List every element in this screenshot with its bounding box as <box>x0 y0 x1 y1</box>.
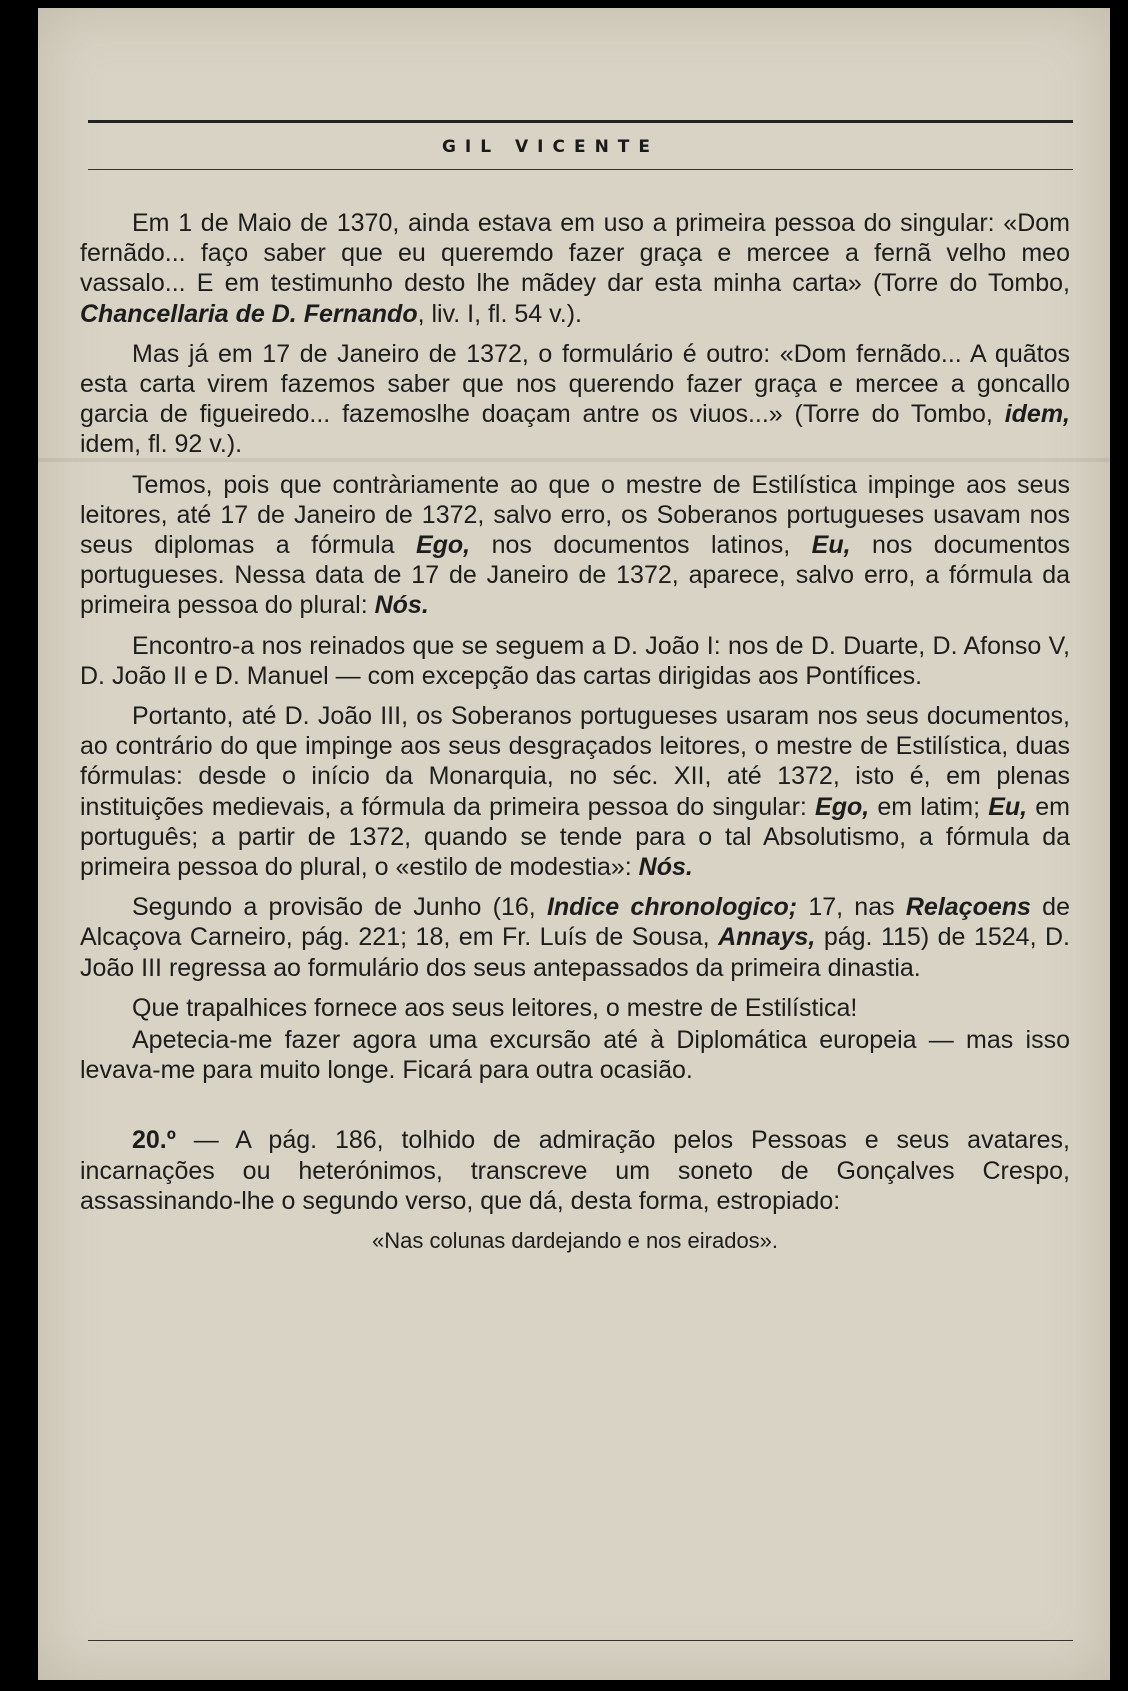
paragraph-6: Segundo a provisão de Junho (16, Indice chronologico; 17, nas Relaçoens de Alcaçova Carneiro, pág. 221; 18, em Fr. Luís de Sousa, Annays, pág. 115) de 1524, D. João III regressa ao formulário dos seus antepassados da primeira dinastia. <box>80 893 1071 982</box>
paragraph-2: Mas já em 17 de Janeiro de 1372, o formulário é outro: «Dom fernãdo... A quãtos esta carta virem fazemos saber que nos querendo fazer graça e mercee a goncallo garcia de figueiredo... fazemoslhe doaçam antre os viuos...» (Torre do Tombo, idem, idem, fl. 92 v.). <box>80 339 1070 459</box>
header-rule-bottom <box>88 169 1073 170</box>
header-rule-top <box>88 120 1073 123</box>
paragraph-7: Que trapalhices fornece aos seus leitores, o mestre de Estilística! <box>132 993 858 1022</box>
paragraph-9: 20.º — A pág. 186, tolhido de admiração pelos Pessoas e seus avatares, incarnações ou heterónimos, transcreve um soneto de Gonçalves Crespo, assassinando-lhe o segundo verso, que dá, desta forma, estropiado: <box>80 1126 1070 1215</box>
paragraph-1: Em 1 de Maio de 1370, ainda estava em uso a primeira pessoa do singular: «Dom fernãdo... faço saber que eu queremdo fazer graça e mercee a fernã velho meo vassalo... E em testimunho desto lhe mãdey dar esta minha carta» (Torre do Tombo, Chancellaria de D. Fernando, liv. I, fl. 54 v.). <box>80 209 1070 328</box>
paragraph-8: Apetecia-me fazer agora uma excursão até à Diplomática europeia — mas isso levava-me para muito longe. Ficará para outra ocasião. <box>80 1026 1070 1085</box>
paragraph-3: Temos, pois que contràriamente ao que o mestre de Estilística impinge aos seus leitores, até 17 de Janeiro de 1372, salvo erro, os Soberanos portugueses usavam nos seus diplomas a fórmula Ego, nos documentos latinos, Eu, nos documentos portugueses. Nessa data de 17 de Janeiro de 1372, aparece, salvo erro, a fórmula da primeira pessoa do plural: Nós. <box>80 470 1070 620</box>
paragraph-5: Portanto, até D. João III, os Soberanos portugueses usaram nos seus documentos, ao contrário do que impinge aos seus desgraçados leitores, o mestre de Estilística, duas fórmulas: desde o início da Monarquia, no séc. XII, até 1372, isto é, em plenas instituições medievais, a fórmula da primeira pessoa do singular: Ego, em latim; Eu, em português; a partir de 1372, quando se tende para o tal Absolutismo, a fórmula da primeira pessoa do plural, o «estilo de modestia»: Nós. <box>80 702 1070 882</box>
footer-rule <box>88 1640 1073 1641</box>
page-sheet <box>38 8 1110 1680</box>
verse-quote: «Nas colunas dardejando e nos eirados». <box>371 1228 779 1254</box>
paragraph-4: Encontro-a nos reinados que se seguem a D. João I: nos de D. Duarte, D. Afonso V, D. João II e D. Manuel — com excepção das cartas dirigidas aos Pontífices. <box>80 631 1070 690</box>
body-text <box>80 208 1070 1266</box>
page-header <box>88 120 1073 170</box>
running-title: GIL VICENTE <box>441 137 660 157</box>
